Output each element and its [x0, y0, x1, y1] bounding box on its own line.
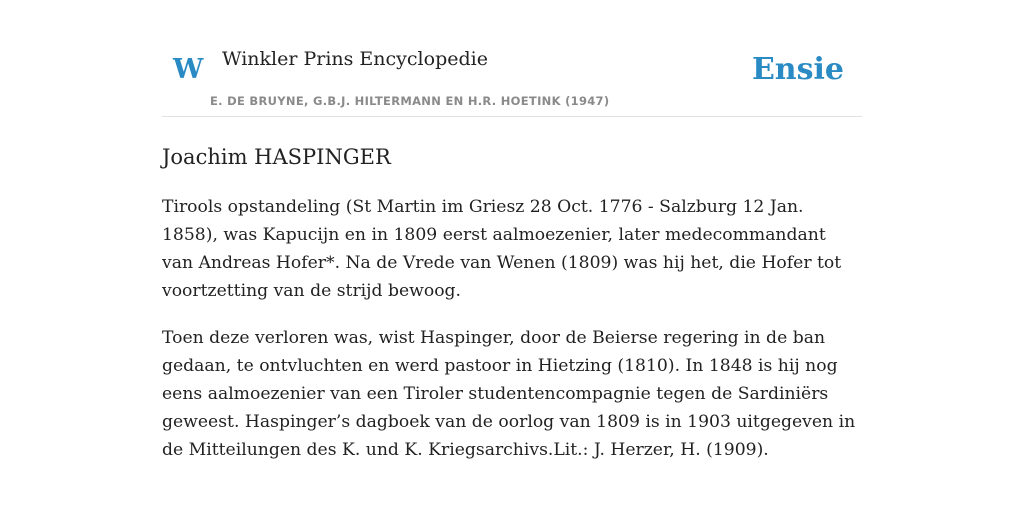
article-card — [162, 0, 862, 464]
article-paragraph: Toen deze verloren was, wist Haspinger, door de Beierse regering in de ban gedaan, te ontvluchten en werd pastoor in Hietzing (1810). In 1848 is hij nog eens aalmoezenier van een Tiroler studentencompagnie tegen de Sardiniërs geweest. Haspinger’s dagboek van de oorlog van 1809 is in 1903 uitgegeven in de Mitteilungen des K. und K. Kriegsarchivs.Lit.: J. Herzer, H. (1909). — [162, 328, 856, 460]
ensie-logo[interactable]: Ensie — [751, 52, 844, 87]
authors-line: E. DE BRUYNE, G.B.J. HILTERMANN EN H.R. HOETINK (1947) — [210, 94, 610, 108]
encyclopedia-title[interactable]: Winkler Prins Encyclopedie — [222, 48, 488, 70]
page-header — [162, 0, 862, 117]
article-paragraph: Tirools opstandeling (St Martin im Griesz 28 Oct. 1776 - Salzburg 12 Jan. 1858), was Kapucijn en in 1809 eerst aalmoezenier, later medecommandant van Andreas Hofer*. Na de Vrede van Wenen (1809) was hij het, die Hofer tot voortzetting van de strijd bewoog. — [162, 197, 842, 301]
winkler-prins-logo[interactable]: W — [173, 54, 204, 85]
article-title: Joachim HASPINGER — [162, 145, 391, 169]
